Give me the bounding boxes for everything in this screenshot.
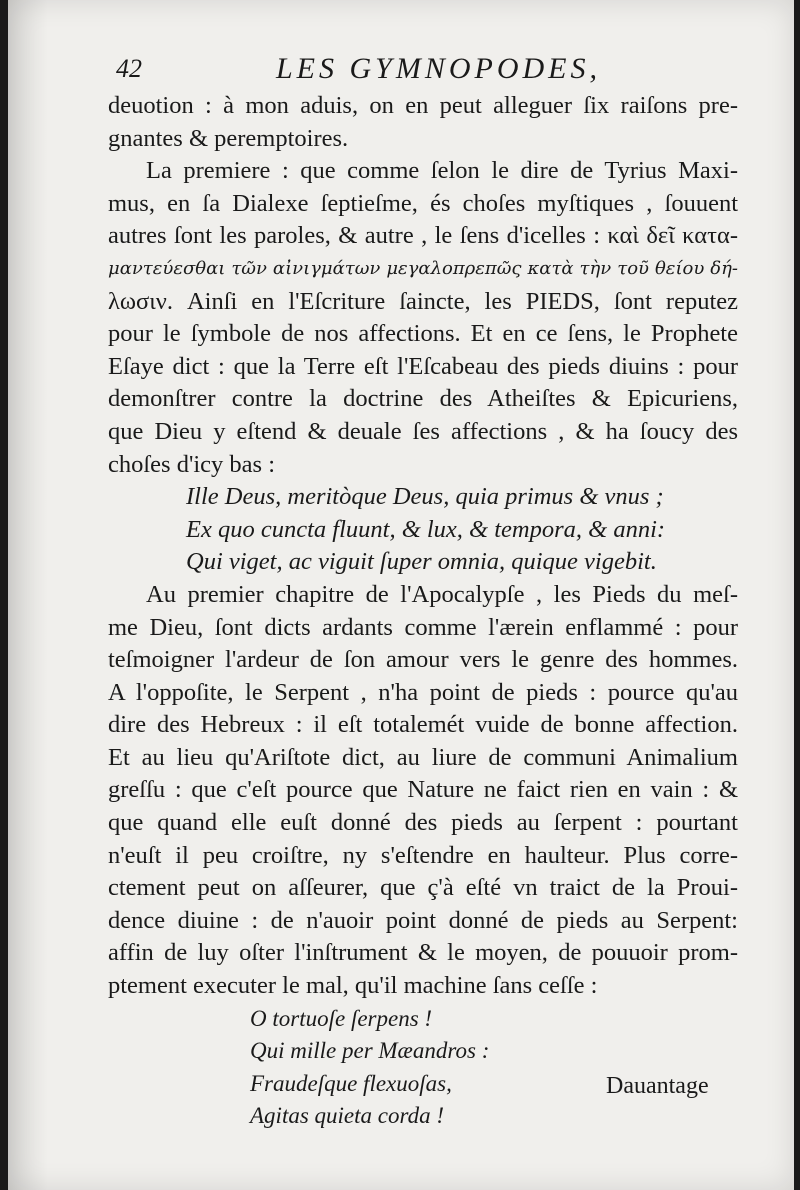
verse-line: O tortuoſe ſerpens ! xyxy=(250,1005,433,1031)
text-line: dence diuine : de n'auoir point donné de pieds au Serpent: xyxy=(108,906,738,934)
text-line: n'euſt il peu croiſtre, ny s'eſtendre en haulteur. Plus corre- xyxy=(108,841,738,869)
page-header xyxy=(116,52,736,86)
text-line: dire des Hebreux : il eſt totalemét vuide de bonne affection. xyxy=(108,711,738,739)
verse-line: Qui mille per Mæandros : xyxy=(250,1038,490,1064)
text-line: La premiere : que comme ſelon le dire de Tyrius Maxi- xyxy=(146,157,738,185)
verse-line: Qui viget, ac viguit ſuper omnia, quique vigebit. xyxy=(186,548,657,576)
verse-line: Ex quo cuncta fluunt, & lux, & tempora, & anni: xyxy=(186,515,666,543)
text-line: ctement peut on aſſeurer, que ç'à eſté vn traict de la Proui- xyxy=(108,874,738,902)
verse-line: Agitas quieta corda ! xyxy=(250,1103,444,1129)
text-line: affin de luy oſter l'inſtrument & le moyen, de pouuoir prom- xyxy=(108,939,738,967)
running-head: LES GYMNOPODES, xyxy=(276,52,602,85)
catchword: Dauantage xyxy=(606,1073,709,1099)
text-line: gnantes & peremptoires. xyxy=(108,124,349,152)
text-line: me Dieu, ſont dicts ardants comme l'ærein enflammé : pour xyxy=(108,613,738,641)
greek-text-line: μαντεύεσθαι τῶν αἰνιγμάτων μεγαλοπρεπῶς κατὰ τὴν τοῦ θείου δή- xyxy=(108,257,738,279)
text-line: greſſu : que c'eſt pource que Nature ne faict rien en vain : & xyxy=(108,776,738,804)
text-line: que Dieu y eſtend & deuale ſes affections , & ha ſoucy des xyxy=(108,417,738,445)
text-line: deuotion : à mon aduis, on en peut alleguer ſix raiſons pre- xyxy=(108,92,738,119)
text-line: λωσιν. Ainſi en l'Eſcriture ſaincte, les PIEDS, ſont reputez xyxy=(108,287,738,315)
page-body xyxy=(108,90,738,1133)
book-page xyxy=(8,0,794,1190)
text-line: Et au lieu qu'Ariſtote dict, au liure de communi Animalium xyxy=(108,743,738,771)
verse-line: Fraudeſque flexuoſas, xyxy=(250,1070,452,1096)
text-line: Eſaye dict : que la Terre eſt l'Eſcabeau des pieds diuins : pour xyxy=(108,352,738,380)
text-line: teſmoigner l'ardeur de ſon amour vers le genre des hommes. xyxy=(108,646,738,674)
text-line: choſes d'icy bas : xyxy=(108,450,276,478)
text-line: que quand elle euſt donné des pieds au ſerpent : pourtant xyxy=(108,809,738,837)
text-line: A l'oppoſite, le Serpent , n'ha point de pieds : pource qu'au xyxy=(108,678,738,706)
text-line: Au premier chapitre de l'Apocalypſe , les Pieds du meſ- xyxy=(146,580,738,608)
text-line: pour le ſymbole de nos affections. Et en ce ſens, le Prophete xyxy=(108,320,738,348)
verse-line: Ille Deus, meritòque Deus, quia primus & vnus ; xyxy=(186,483,664,511)
page-number: 42 xyxy=(116,54,142,83)
text-line: ptement executer le mal, qu'il machine ſans ceſſe : xyxy=(108,972,598,1000)
text-line: demonſtrer contre la doctrine des Atheiſtes & Epicuriens, xyxy=(108,385,738,413)
text-line: mus, en ſa Dialexe ſeptieſme, és choſes myſtiques , ſouuent xyxy=(108,189,738,217)
text-line: autres ſont les paroles, & autre , le ſens d'icelles : καὶ δεῖ κατα- xyxy=(108,222,738,250)
